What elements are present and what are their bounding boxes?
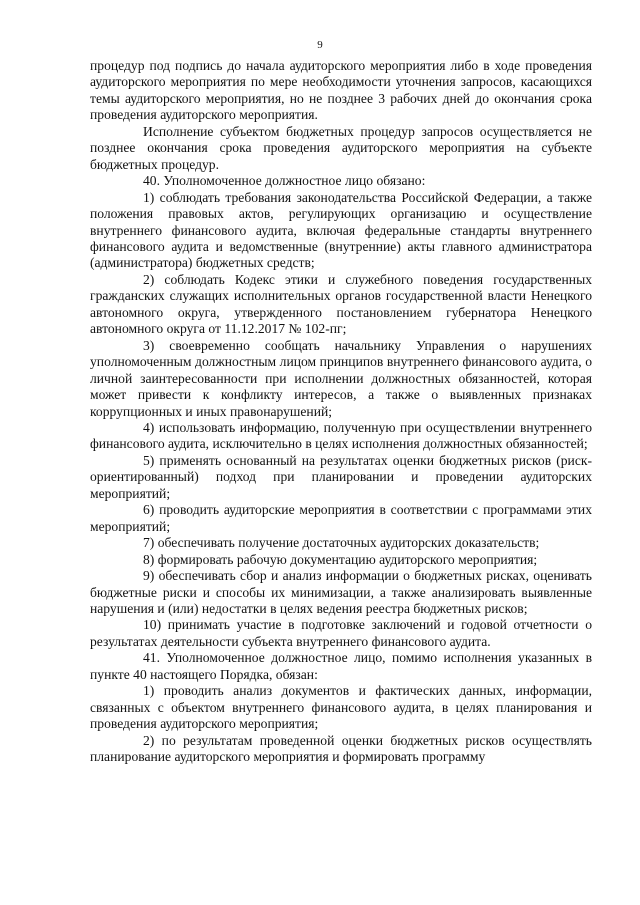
list-item: 1) соблюдать требования законодательства Российской Федерации, а также положения правовых актов, регулирующих организацию и осуществление внутреннего финансового аудита, включая федеральные стандарты внутреннего финансового аудита и ведомственные (внутренние) акты главного администратора (администратора) бюджетных средств; xyxy=(90,189,592,271)
list-item: 4) использовать информацию, полученную при осуществлении внутреннего финансового аудита, исключительно в целях исполнения должностных обязанностей; xyxy=(90,419,592,452)
paragraph: 41. Уполномоченное должностное лицо, помимо исполнения указанных в пункте 40 настоящего Порядка, обязан: xyxy=(90,650,592,682)
list-item: 10) принимать участие в подготовке заключений и годовой отчетности о результатах деятельности субъекта внутреннего финансового аудита. xyxy=(90,617,592,649)
list-item: 6) проводить аудиторские мероприятия в соответствии с программами этих мероприятий; xyxy=(90,502,592,534)
page-number: 9 xyxy=(317,39,323,51)
list-item: 9) обеспечивать сбор и анализ информации о бюджетных рисках, оценивать бюджетные риски и способы их минимизации, а также анализировать выявленные нарушения и (или) недостатки в целях ведения реестра бюджетных рисков; xyxy=(90,568,592,616)
paragraph: процедур под подпись до начала аудиторского мероприятия либо в ходе проведения аудиторского мероприятия по мере необходимости уточнения запросов, касающихся темы аудиторского мероприятия, но не позднее 3 рабочих дней до окончания срока проведения аудиторского мероприятия. xyxy=(90,58,592,123)
list-item: 8) формировать рабочую документацию аудиторского мероприятия; xyxy=(143,551,538,567)
list-item: 3) своевременно сообщать начальнику Управления о нарушениях уполномоченным должностным лицом принципов внутреннего финансового аудита, о личной заинтересованности при исполнении должностных обязанностей, которая может привести к конфликту интересов, а также о выявленных признаках коррупционных и иных правонарушений; xyxy=(90,337,592,419)
paragraph: 40. Уполномоченное должностное лицо обязано: xyxy=(143,173,426,189)
list-item: 7) обеспечивать получение достаточных аудиторских доказательств; xyxy=(143,535,540,551)
document-body xyxy=(90,58,592,765)
list-item: 2) соблюдать Кодекс этики и служебного поведения государственных гражданских служащих исполнительных органов государственной власти Ненецкого автономного округа, утвержденного постановлением губернатора Ненецкого автономного округа от 11.12.2017 № 102-пг; xyxy=(90,271,592,337)
list-item: 5) применять основанный на результатах оценки бюджетных рисков (риск-ориентированный) подход при планировании и проведении аудиторских мероприятий; xyxy=(90,452,592,501)
list-item: 2) по результатам проведенной оценки бюджетных рисков осуществлять планирование аудиторского мероприятия и формировать программу xyxy=(90,732,592,765)
list-item: 1) проводить анализ документов и фактических данных, информации, связанных с объектом внутреннего финансового аудита, в целях планирования и проведения аудиторского мероприятия; xyxy=(90,683,592,732)
paragraph: Исполнение субъектом бюджетных процедур запросов осуществляется не позднее окончания срока проведения аудиторского мероприятия на субъекте бюджетных процедур. xyxy=(90,123,592,172)
